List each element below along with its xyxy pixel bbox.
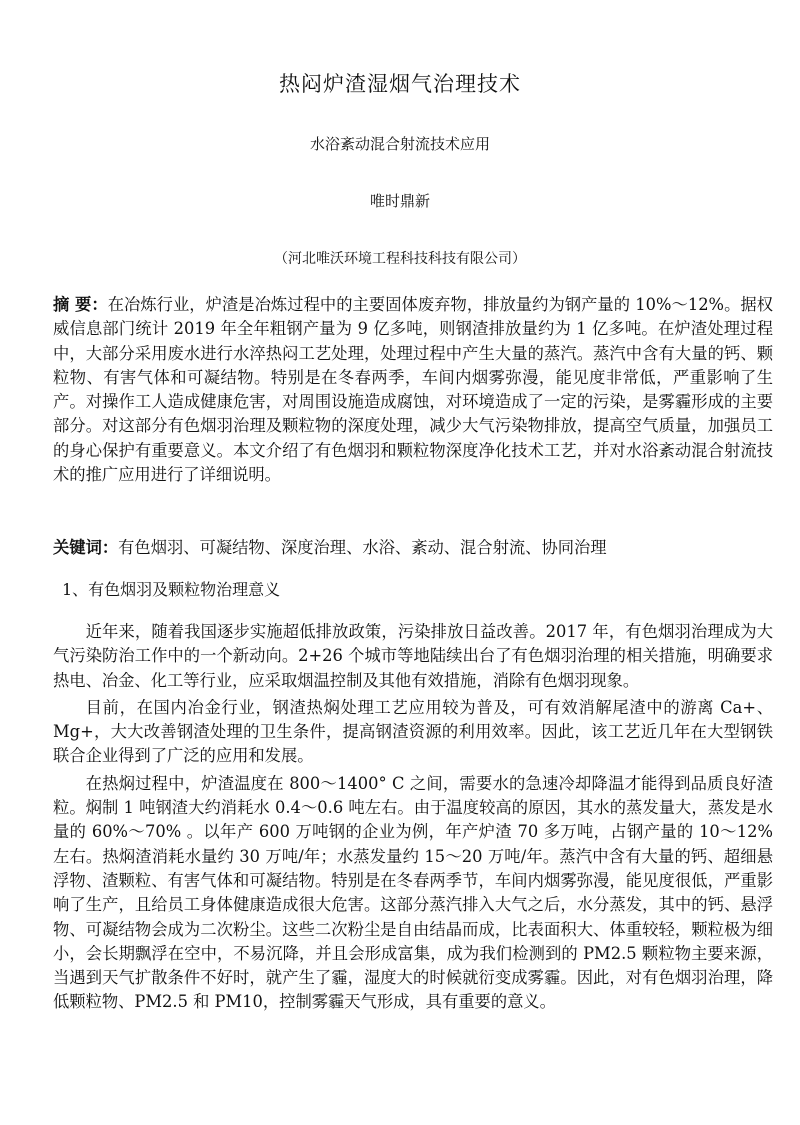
abstract-text: 在冶炼行业，炉渣是冶炼过程中的主要固体废弃物，排放量约为钢产量的 10%～12%。据权威信息部门统计 2019 年全年粗钢产量为 9 亿多吨，则钢渣排放量约为 1 亿多吨。在炉渣处理过程中，大部分采用废水进行水淬热闷工艺处理，处理过程中产生大量的蒸汽。蒸汽中含有大量的钙、颗粒物、有害气体和可凝结物。特别是在冬春两季，车间内烟雾弥漫，能见度非常低，严重影响了生产。对操作工人造成健康危害，对周围设施造成腐蚀，对环境造成了一定的污染，是雾霾形成的主要部分。对这部分有色烟羽治理及颗粒物的深度处理，减少大气污染物排放，提高空气质量，加强员工的身心保护有重要意义。本文介绍了有色烟羽和颗粒物深度净化技术工艺，并对水浴紊动混合射流技术的推广应用进行了详细说明。 — [53, 295, 773, 485]
abstract-label: 摘 要： — [53, 295, 108, 314]
section-body — [53, 620, 773, 1018]
section-heading: 1、有色烟羽及颗粒物治理意义 — [62, 580, 281, 599]
abstract — [53, 293, 773, 487]
affiliation: （河北唯沃环境工程科技科技有限公司） — [274, 251, 526, 267]
keywords-label: 关键词： — [53, 538, 119, 557]
page-subtitle: 水浴紊动混合射流技术应用 — [309, 135, 490, 153]
paragraph: 目前，在国内冶金行业，钢渣热焖处理工艺应用较为普及，可有效消解尾渣中的游离 Ca+、Mg+，大大改善钢渣处理的卫生条件，提高钢渣资源的利用效率。因此，该工艺近几年在大型钢铁联合企业得到了广泛的应用和发展。 — [53, 697, 773, 766]
paragraph: 近年来，随着我国逐步实施超低排放政策，污染排放日益改善。2017 年，有色烟羽治理成为大气污染防治工作中的一个新动向。2+26 个城市等地陆续出台了有色烟羽治理的相关措施，明确要求热电、冶金、化工等行业，应采取烟温控制及其他有效措施，消除有色烟羽现象。 — [53, 622, 773, 690]
author: 唯时鼎新 — [369, 192, 430, 210]
keywords-text: 有色烟羽、可凝结物、深度治理、水浴、紊动、混合射流、协同治理 — [118, 538, 607, 557]
paragraph: 在热焖过程中，炉渣温度在 800～1400° C 之间，需要水的急速冷却降温才能得到品质良好渣粒。焖制 1 吨钢渣大约消耗水 0.4～0.6 吨左右。由于温度较高的原因，其水的蒸发量大，蒸发是水量的 60%～70% 。以年产 600 万吨钢的企业为例，年产炉渣 70 多万吨，占钢产量的 10～12%左右。热焖渣消耗水量约 30 万吨/年；水蒸发量约 15～20 万吨/年。蒸汽中含有大量的钙、超细悬浮物、渣颗粒、有害气体和可凝结物。特别是在冬春两季节，车间内烟雾弥漫，能见度很低，严重影响了生产，且给员工身体健康造成很大危害。这部分蒸汽排入大气之后，水分蒸发，其中的钙、悬浮物、可凝结物会成为二次粉尘。这些二次粉尘是自由结晶而成，比表面积大、体重较轻，颗粒极为细小，会长期飘浮在空中，不易沉降，并且会形成富集，成为我们检测到的 PM2.5 颗粒物主要来源，当遇到天气扩散条件不好时，就产生了霾，湿度大的时候就衍变成雾霾。因此，对有色烟羽治理，降低颗粒物、PM2.5 和 PM10，控制雾霾天气形成，具有重要的意义。 — [53, 773, 773, 1012]
page-title: 热闷炉渣湿烟气治理技术 — [279, 72, 521, 96]
keywords — [53, 536, 773, 560]
